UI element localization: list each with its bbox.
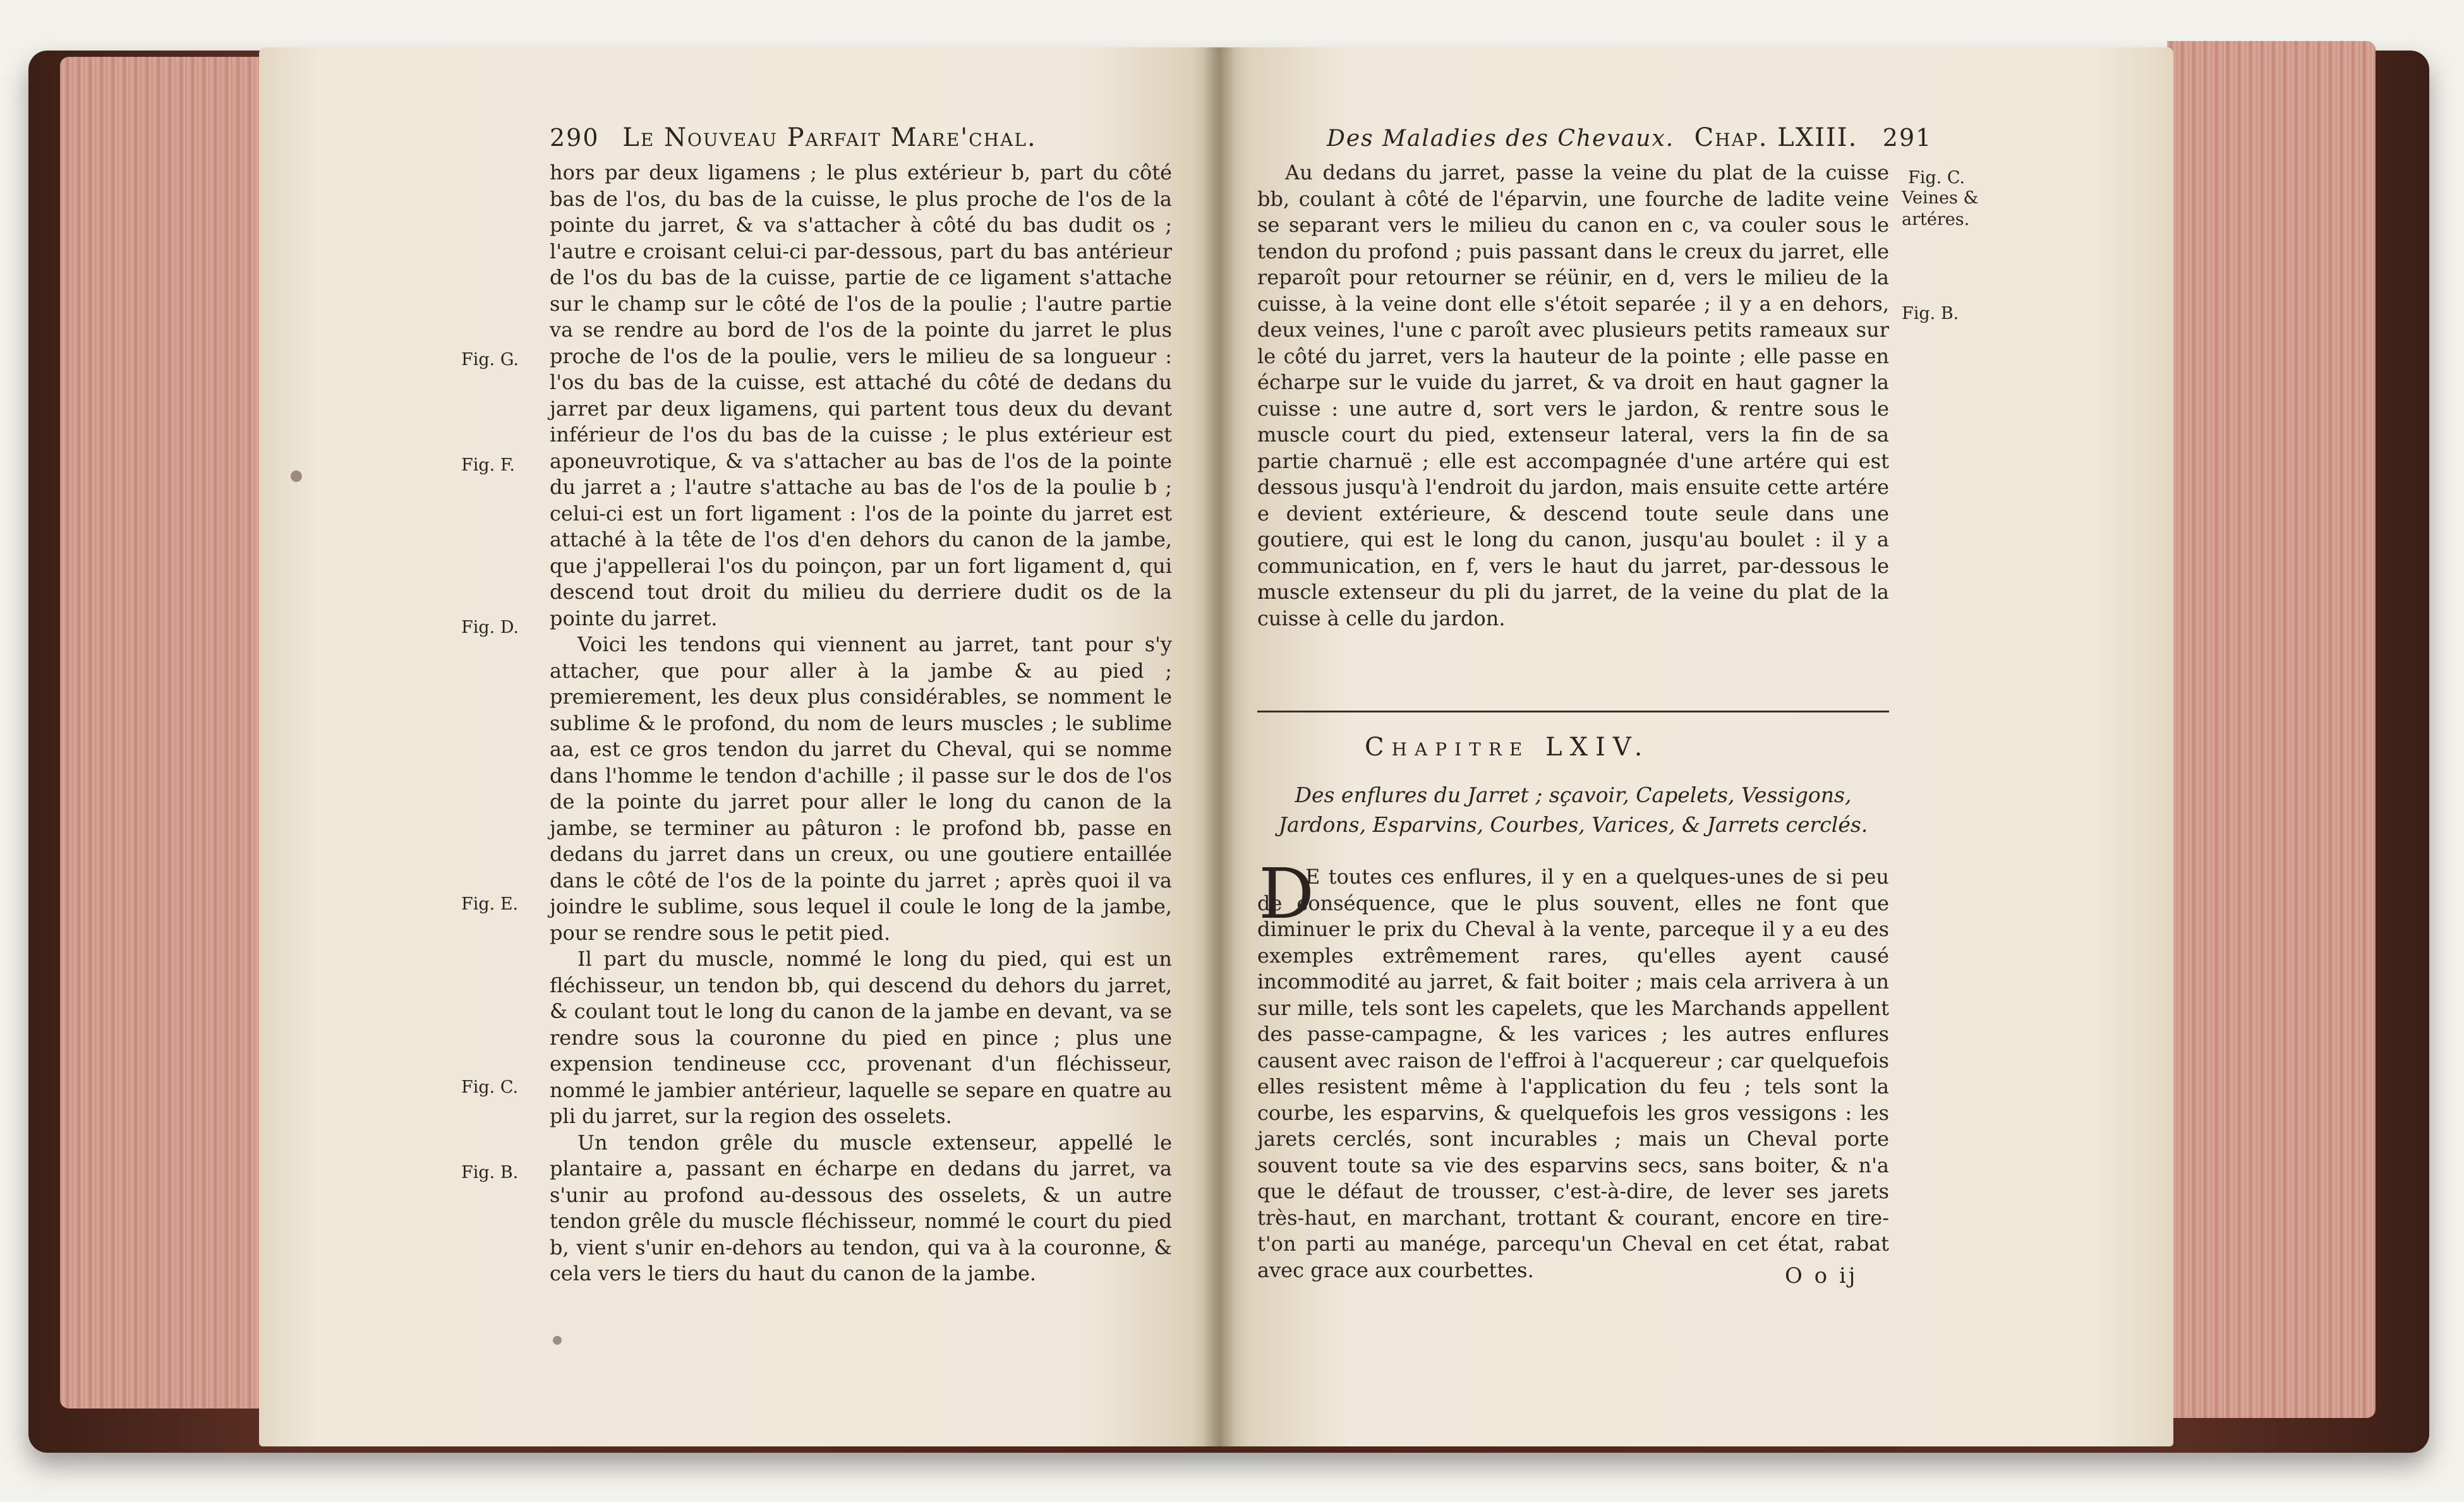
margin-fig-f: Fig. F.: [461, 455, 515, 475]
left-running-title: Le Nouveau Parfait Mare'chal.: [622, 123, 1037, 152]
book-gutter: [1204, 47, 1235, 1446]
left-page-number: 290: [550, 124, 600, 152]
margin-fig-c: Fig. C.: [461, 1078, 519, 1097]
foxing-spot: [291, 471, 302, 482]
chapter-subtitle: Des enflures du Jarret ; sçavoir, Capelets, Vessigons, Jardons, Esparvins, Courbes, Varices, & Jarrets cerclés.: [1278, 783, 1868, 837]
margin-veines: Veines &: [1902, 188, 1979, 208]
page-edges-left: [60, 57, 269, 1409]
margin-fig-b: Fig. B.: [461, 1163, 519, 1182]
foxing-spot: [553, 1336, 562, 1345]
right-running-head: [1327, 123, 1932, 152]
margin-fig-d: Fig. D.: [461, 618, 519, 637]
margin-fig-b-right: Fig. B.: [1902, 304, 1959, 323]
drop-cap: D: [1259, 853, 1315, 934]
signature-mark: O o ij: [1785, 1263, 1858, 1289]
margin-fig-g: Fig. G.: [461, 350, 519, 369]
right-running-title: Des Maladies des Chevaux.: [1327, 126, 1675, 152]
left-paragraph-1: hors par deux ligamens ; le plus extérieur b, part du côté bas de l'os, du bas de la cuisse, le plus proche de l'os de la pointe du jarret, & va s'attacher à côté du bas dudit os ; l'autre e croisant celui-ci par-dessous, part du bas antérieur de l'os du bas de la cuisse, partie de ce ligament s'attache sur le champ sur le côté de l'os de la poulie ; l'autre partie va se rendre au bord de l'os de la pointe du jarret le plus proche de l'os de la poulie, vers le milieu de sa longueur : l'os du bas de la cuisse, est attaché du côté de dedans du jarret par deux ligamens, qui partent tous deux du devant inférieur de l'os du bas de la cuisse ; le plus extérieur est aponeuvrotique, & va s'attacher au bas de l'os de la pointe du jarret a ; l'autre s'attache au bas de l'os de la poulie b ; celui-ci est un fort ligament : l'os de la pointe du jarret est attaché à la tête de l'os d'en dehors du canon de la jambe, que j'appellerai l'os du poinçon, par un fort ligament d, qui descend tout droit du milieu du derriere dudit os de la pointe du jarret.: [550, 160, 1172, 630]
right-page: [1219, 47, 2173, 1446]
margin-fig-e: Fig. E.: [461, 894, 519, 914]
margin-fig-c-right: Fig. C.: [1908, 168, 1966, 188]
right-top-body: [1257, 160, 1889, 632]
right-chapter-body: [1257, 864, 1889, 1283]
right-chapter-paragraph: E toutes ces enflures, il y en a quelques-unes de si peu de conséquence, que le plus souvent, elles ne font que diminuer le prix du Cheval à la vente, parceque il y a eu des exemples extrêmement rares, qu'elles ayent causé incommodité au jarret, & fait boiter ; mais cela arrivera à un sur mille, tels sont les capelets, que les Marchands appellent des passe-campagne, & les varices ; les autres enflures causent avec raison de l'effroi à l'acquereur ; car quelquefois elles resistent même à l'application du feu ; tels sont la courbe, les esparvins, & quelquefois les gros vessigons : les jarets cerclés, sont incurables ; mais un Cheval porte souvent toute sa vie des esparvins secs, sans boiter, & n'a que le défaut de trousser, c'est-à-dire, de lever ses jarets très-haut, en marchant, trottant & courant, encore en tire-t'on parti au manége, parcequ'un Cheval en cet état, rabat avec grace aux courbettes.: [1257, 865, 1889, 1282]
left-running-head: [550, 123, 1037, 152]
left-page: [259, 47, 1219, 1446]
chapter-rule: [1257, 711, 1889, 712]
right-page-number: 291: [1882, 124, 1933, 152]
chapter-title: Chapitre LXIV.: [1365, 733, 1650, 762]
right-chapter-ref: Chap. LXIII.: [1694, 123, 1858, 152]
left-paragraph-2: Voici les tendons qui viennent au jarret, tant pour s'y attacher, que pour aller à la jambe & au pied ; premierement, les deux plus considérables, se nomment le sublime & le profond, du nom de leurs muscles ; le sublime aa, est ce gros tendon du jarret du Cheval, qui se nomme dans l'homme le tendon d'achille ; il passe sur le dos de l'os de la pointe du jarret pour aller le long du canon de la jambe, se terminer au pâturon : le profond bb, passe en dedans du jarret dans un creux, ou une goutiere entaillée dans le côté de l'os de la pointe du jarret ; après quoi il va joindre le sublime, sous lequel il coule le long de la jambe, pour se rendre sous le petit pied.: [550, 632, 1172, 945]
left-paragraph-4: Un tendon grêle du muscle extenseur, appellé le plantaire a, passant en écharpe en dedans du jarret, va s'unir au profond au-dessous des osselets, & un autre tendon grêle du muscle fléchisseur, nommé le court du pied b, vient s'unir en-dehors au tendon, qui va à la couronne, & cela vers le tiers du haut du canon de la jambe.: [550, 1130, 1172, 1285]
right-paragraph-1: Au dedans du jarret, passe la veine du plat de la cuisse bb, coulant à côté de l'éparvin, une fourche de ladite veine se separant vers le milieu du canon en c, va couler sous le tendon du profond ; puis passant dans le creux du jarret, elle reparoît pour retourner se réünir, en d, vers le milieu de la cuisse, à la veine dont elle s'étoit separée ; il y a en dehors, deux veines, l'une c paroît avec plusieurs petits rameaux sur le côté du jarret, vers la hauteur de la pointe ; elle passe en écharpe sur le vuide du jarret, & va droit en haut gagner la cuisse : une autre d, sort vers le jardon, & rentre sous le muscle court du pied, extenseur lateral, vers la fin de sa partie charnuë ; elle est accompagnée d'une artére qui est dessous jusqu'à l'endroit du jardon, mais ensuite cette artére e devient extérieure, & descend toute seule dans une goutiere, qui est le long du canon, jusqu'au boulet : il y a communication, en f, vers le haut du jarret, par-dessous le muscle extenseur du pli du jarret, de la veine du plat de la cuisse à celle du jardon.: [1257, 160, 1889, 630]
page-edges-right: [2167, 41, 2376, 1418]
left-paragraph-3: Il part du muscle, nommé le long du pied, qui est un fléchisseur, un tendon bb, qui descend du dehors du jarret, & coulant tout le long du canon de la jambe en devant, va se rendre sous la couronne du pied en pince ; plus une expension tendineuse ccc, provenant d'un fléchisseur, nommé le jambier antérieur, laquelle se separe en quatre au pli du jarret, sur la region des osselets.: [550, 947, 1173, 1128]
left-body: [550, 160, 1172, 1287]
margin-arteres: artéres.: [1902, 210, 1970, 229]
